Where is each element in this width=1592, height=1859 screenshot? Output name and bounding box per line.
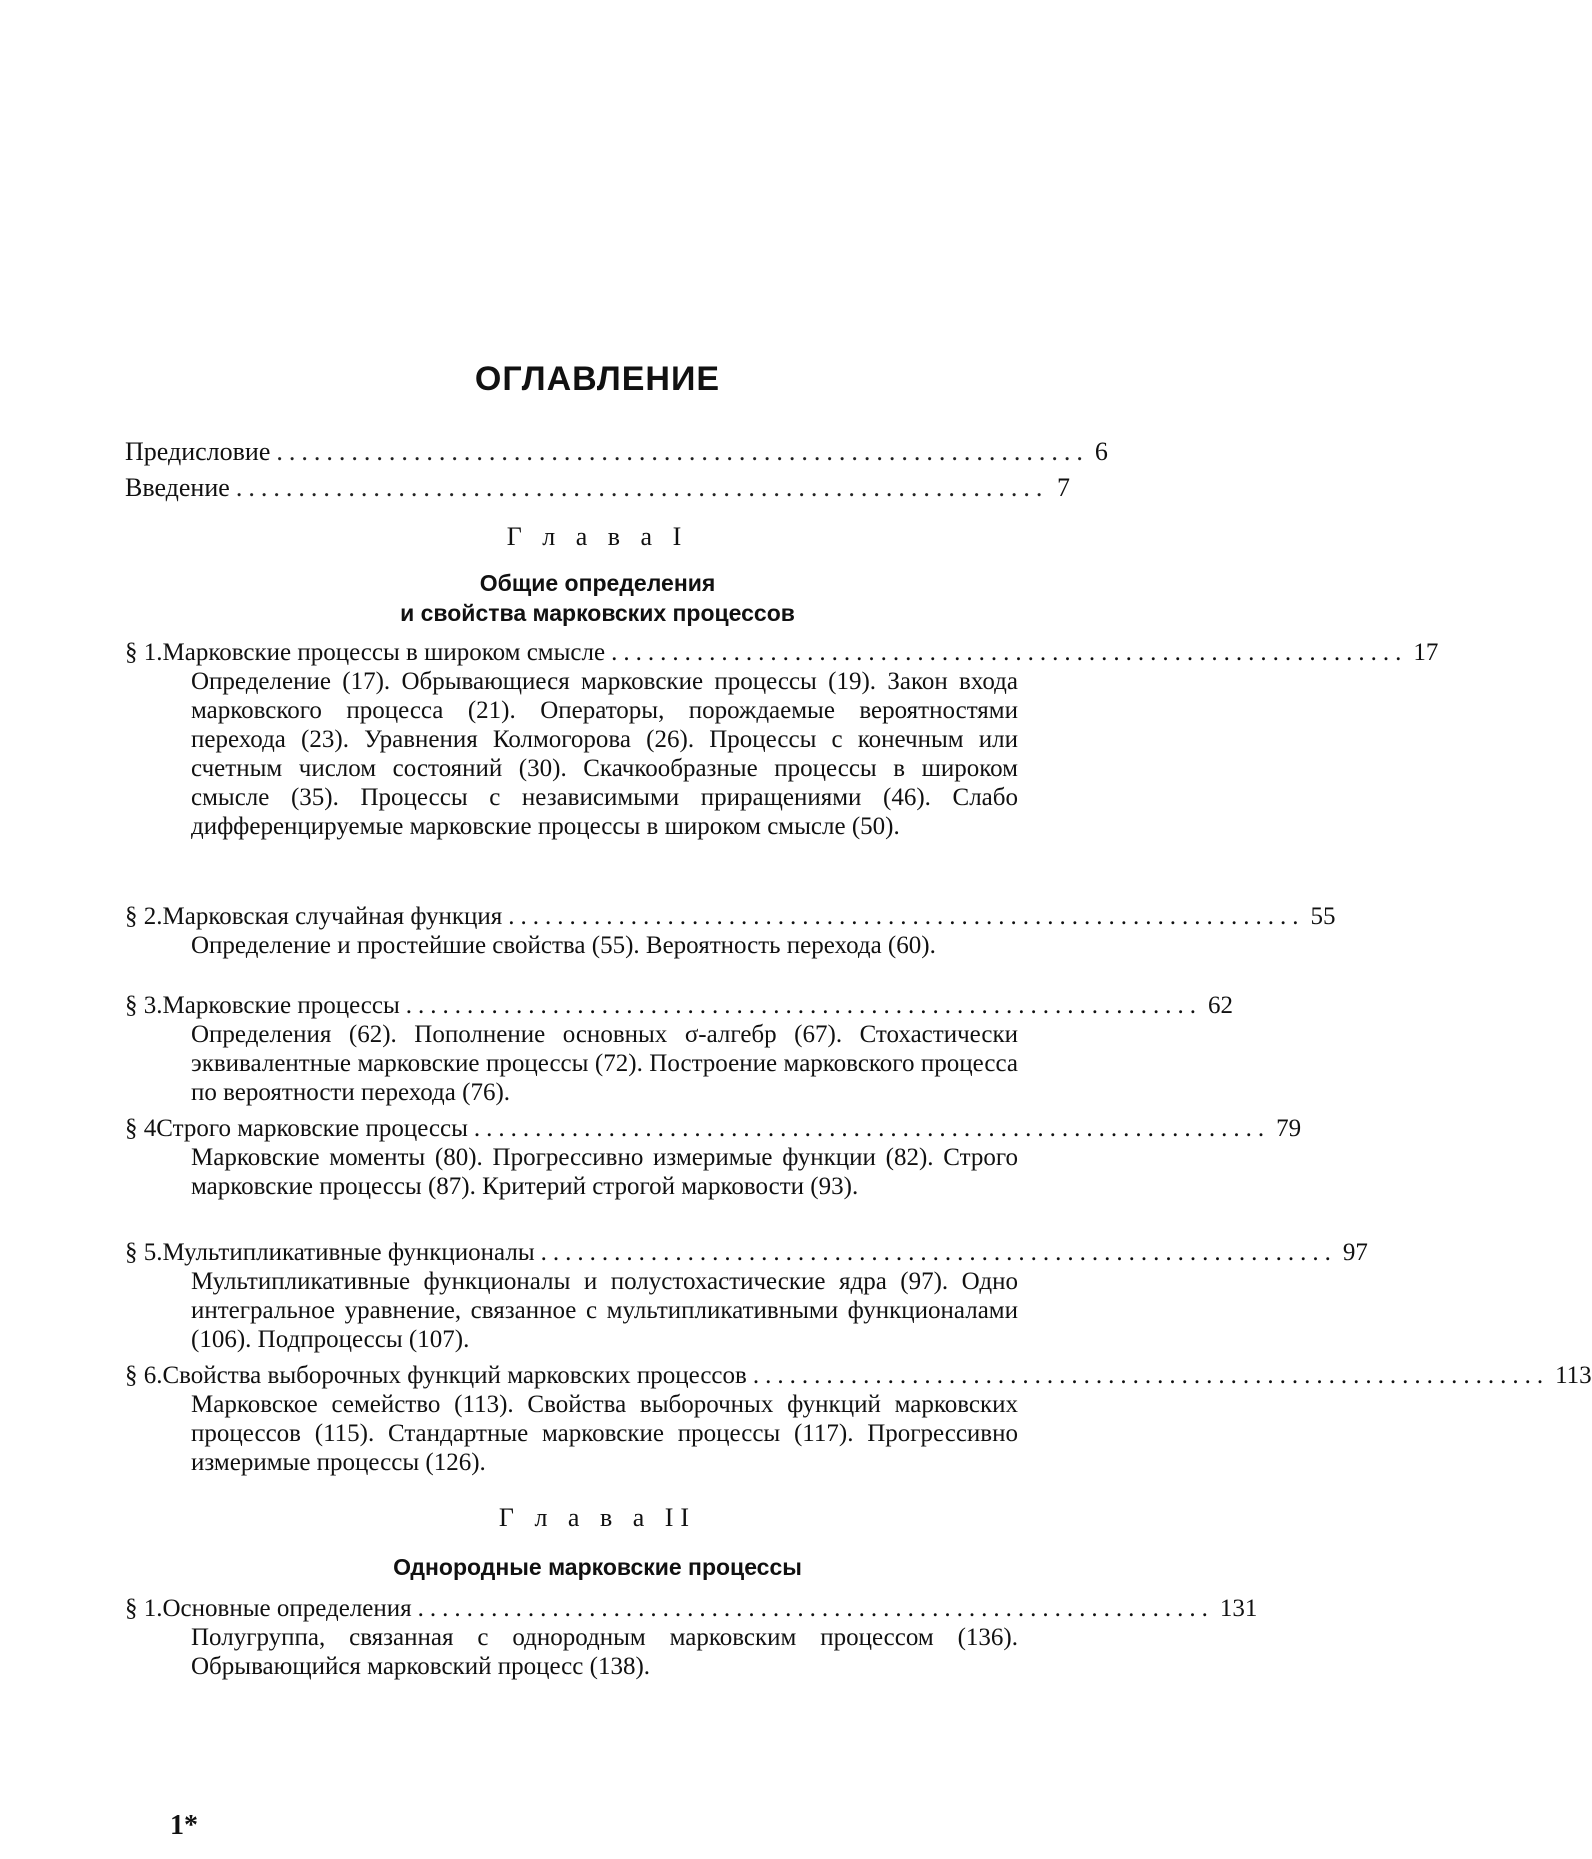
toc-section bbox=[125, 638, 1439, 841]
section-number: § 3. bbox=[125, 992, 163, 1019]
dot-leader: ................................................................. bbox=[611, 639, 1408, 666]
chapter-title-line2: и свойства марковских процессов bbox=[400, 600, 795, 626]
section-page: 79 bbox=[1276, 1115, 1302, 1142]
chapter-title-line1: Однородные марковские процессы bbox=[393, 1554, 802, 1580]
section-description: Определения (62). Пополнение основных σ-алгебр (67). Стохастически эквивалентные марковские процессы (72). Построение марковского процесса по вероятности перехода (76). bbox=[191, 1021, 1018, 1106]
dot-leader: ................................................................. bbox=[540, 1239, 1337, 1266]
section-title: Свойства выборочных функций марковских процессов bbox=[162, 1362, 747, 1389]
section-description: Марковские моменты (80). Прогрессивно измеримые функции (82). Строго марковские процессы (87). Критерий строгой марковости (93). bbox=[191, 1144, 1018, 1200]
toc-entry-introduction bbox=[125, 473, 1070, 503]
dot-leader: ................................................................. bbox=[473, 1115, 1271, 1142]
section-number: § 1. bbox=[125, 639, 163, 666]
toc-section bbox=[125, 1114, 1302, 1201]
section-number: § 5. bbox=[125, 1239, 163, 1266]
section-title: Основные определения bbox=[162, 1595, 412, 1622]
chapter-label: Г л а в а I bbox=[506, 522, 689, 551]
section-number: § 2. bbox=[125, 903, 163, 930]
section-page: 62 bbox=[1208, 992, 1234, 1019]
signature-mark: 1* bbox=[170, 1810, 198, 1841]
section-number: § 6. bbox=[125, 1362, 163, 1389]
toc-entry-label: Предисловие bbox=[125, 437, 271, 466]
section-description: Определение и простейшие свойства (55). Вероятность перехода (60). bbox=[191, 932, 936, 959]
section-title: Строго марковские процессы bbox=[156, 1115, 468, 1142]
toc-section bbox=[125, 1238, 1368, 1354]
dot-leader: ................................................................. bbox=[752, 1362, 1550, 1389]
section-description: Мультипликативные функционалы и полустохастические ядра (97). Одно интегральное уравнение, связанное с мультипликативными функционалами (106). Подпроцессы (107). bbox=[191, 1268, 1018, 1353]
dot-leader: ................................................................. bbox=[405, 992, 1203, 1019]
section-page: 17 bbox=[1413, 639, 1439, 666]
section-number: § 4 bbox=[125, 1115, 157, 1142]
toc-section bbox=[125, 1594, 1258, 1681]
dot-leader: ................................................................. bbox=[417, 1595, 1214, 1622]
section-description: Определение (17). Обрывающиеся марковские процессы (19). Закон входа марковского процесса (21). Операторы, порождаемые вероятностями перехода (23). Уравнения Колмогорова (26). Процессы с конечным или счетным числом состояний (30). Скачкообразные процессы в широком смысле (35). Процессы с независимыми приращениями (46). Слабо дифференцируемые марковские процессы в широком смысле (50). bbox=[191, 668, 1018, 840]
toc-section bbox=[125, 1361, 1592, 1477]
toc-entry-label: Введение bbox=[125, 473, 230, 502]
toc-section bbox=[125, 991, 1234, 1107]
toc-section bbox=[125, 902, 1336, 960]
page-title: ОГЛАВЛЕНИЕ bbox=[474, 360, 721, 398]
chapter-label: Г л а в а II bbox=[498, 1503, 697, 1532]
section-page: 131 bbox=[1219, 1595, 1258, 1622]
section-title: Марковская случайная функция bbox=[162, 903, 503, 930]
section-title: Марковские процессы в широком смысле bbox=[162, 639, 606, 666]
dot-leader: ................................................................. bbox=[235, 473, 1049, 502]
section-page: 113 bbox=[1555, 1362, 1592, 1389]
dot-leader: ................................................................. bbox=[276, 437, 1089, 466]
section-page: 97 bbox=[1342, 1239, 1368, 1266]
chapter-title-line1: Общие определения bbox=[479, 570, 716, 596]
toc-page bbox=[125, 0, 1592, 1859]
section-page: 55 bbox=[1310, 903, 1336, 930]
toc-entry-preface bbox=[125, 437, 1108, 467]
section-title: Мультипликативные функционалы bbox=[162, 1239, 535, 1266]
toc-entry-page: 6 bbox=[1094, 437, 1108, 466]
dot-leader: ................................................................. bbox=[508, 903, 1305, 930]
section-description: Полугруппа, связанная с однородным марковским процессом (136). Обрывающийся марковский процесс (138). bbox=[191, 1624, 1018, 1680]
section-title: Марковские процессы bbox=[162, 992, 400, 1019]
section-description: Марковское семейство (113). Свойства выборочных функций марковских процессов (115). Стандартные марковские процессы (117). Прогрессивно измеримые процессы (126). bbox=[191, 1391, 1018, 1476]
section-number: § 1. bbox=[125, 1595, 163, 1622]
toc-entry-page: 7 bbox=[1057, 473, 1070, 502]
